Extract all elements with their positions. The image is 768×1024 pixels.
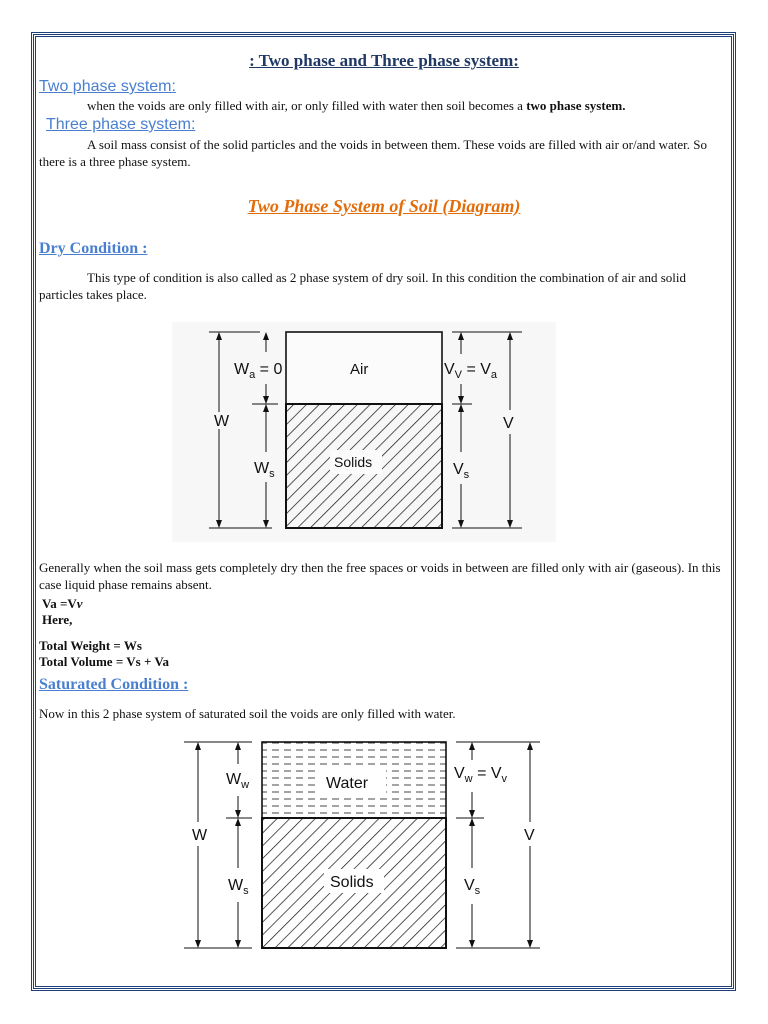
two-phase-text-main: when the voids are only filled with air, or only filled with water then soil becomes a [87, 98, 527, 113]
equation-va-vv-sub: v [76, 596, 83, 611]
two-phase-text-bold: two phase system. [526, 98, 626, 113]
solids-label: Solids [334, 454, 373, 470]
air-label: Air [350, 361, 369, 378]
vv-va-label: $V_V = V_a$ [444, 361, 498, 381]
here-label: Here, [42, 612, 73, 627]
two-phase-text [39, 97, 729, 114]
v-label: V [524, 827, 535, 844]
saturated-heading: Saturated Condition : [39, 676, 189, 693]
vs-label: $V_s$ [464, 877, 481, 897]
vs-label: $V_s$ [453, 461, 470, 481]
saturated-text: Now in this 2 phase system of saturated soil the voids are only filled with water. [39, 706, 456, 721]
dry-after-text: Generally when the soil mass gets completely dry then the free spaces or voids in between are filled only with air (gaseous). In this case liquid phase remains absent. [39, 560, 721, 592]
vw-vv-label: $V_w = V_v$ [454, 765, 508, 785]
two-phase-heading: Two phase system: [39, 78, 176, 95]
saturated-phase-diagram [140, 726, 610, 972]
three-phase-heading: Three phase system: [46, 116, 196, 133]
w-label: W [214, 413, 230, 430]
dry-text: This type of condition is also called as 2 phase system of dry soil. In this condition the combination of air and solid particles takes place. [39, 270, 686, 302]
total-weight: Total Weight = Ws [39, 638, 142, 653]
water-label: Water [326, 775, 369, 792]
dry-phase-diagram [172, 322, 556, 542]
three-phase-text: A soil mass consist of the solid particles and the voids in between them. These voids are filled with air or/and water. So there is a three phase system. [39, 137, 708, 169]
solids-label: Solids [330, 874, 374, 891]
ww-label: $W_w$ [226, 771, 250, 791]
w-label: W [192, 827, 208, 844]
total-volume: Total Volume = Vs + Va [39, 654, 170, 669]
page-title: : Two phase and Three phase system: [249, 51, 519, 70]
wa-label: $W_a = 0$ [234, 361, 283, 381]
ws-label: $W_s$ [254, 460, 275, 480]
equation-va-vv-main: Va =V [42, 596, 77, 611]
diagram-title: Two Phase System of Soil (Diagram) [247, 196, 521, 216]
equation-va-vv [42, 596, 83, 612]
dry-heading: Dry Condition : [39, 240, 148, 257]
v-label: V [503, 415, 514, 432]
ws-label: $W_s$ [228, 877, 249, 897]
